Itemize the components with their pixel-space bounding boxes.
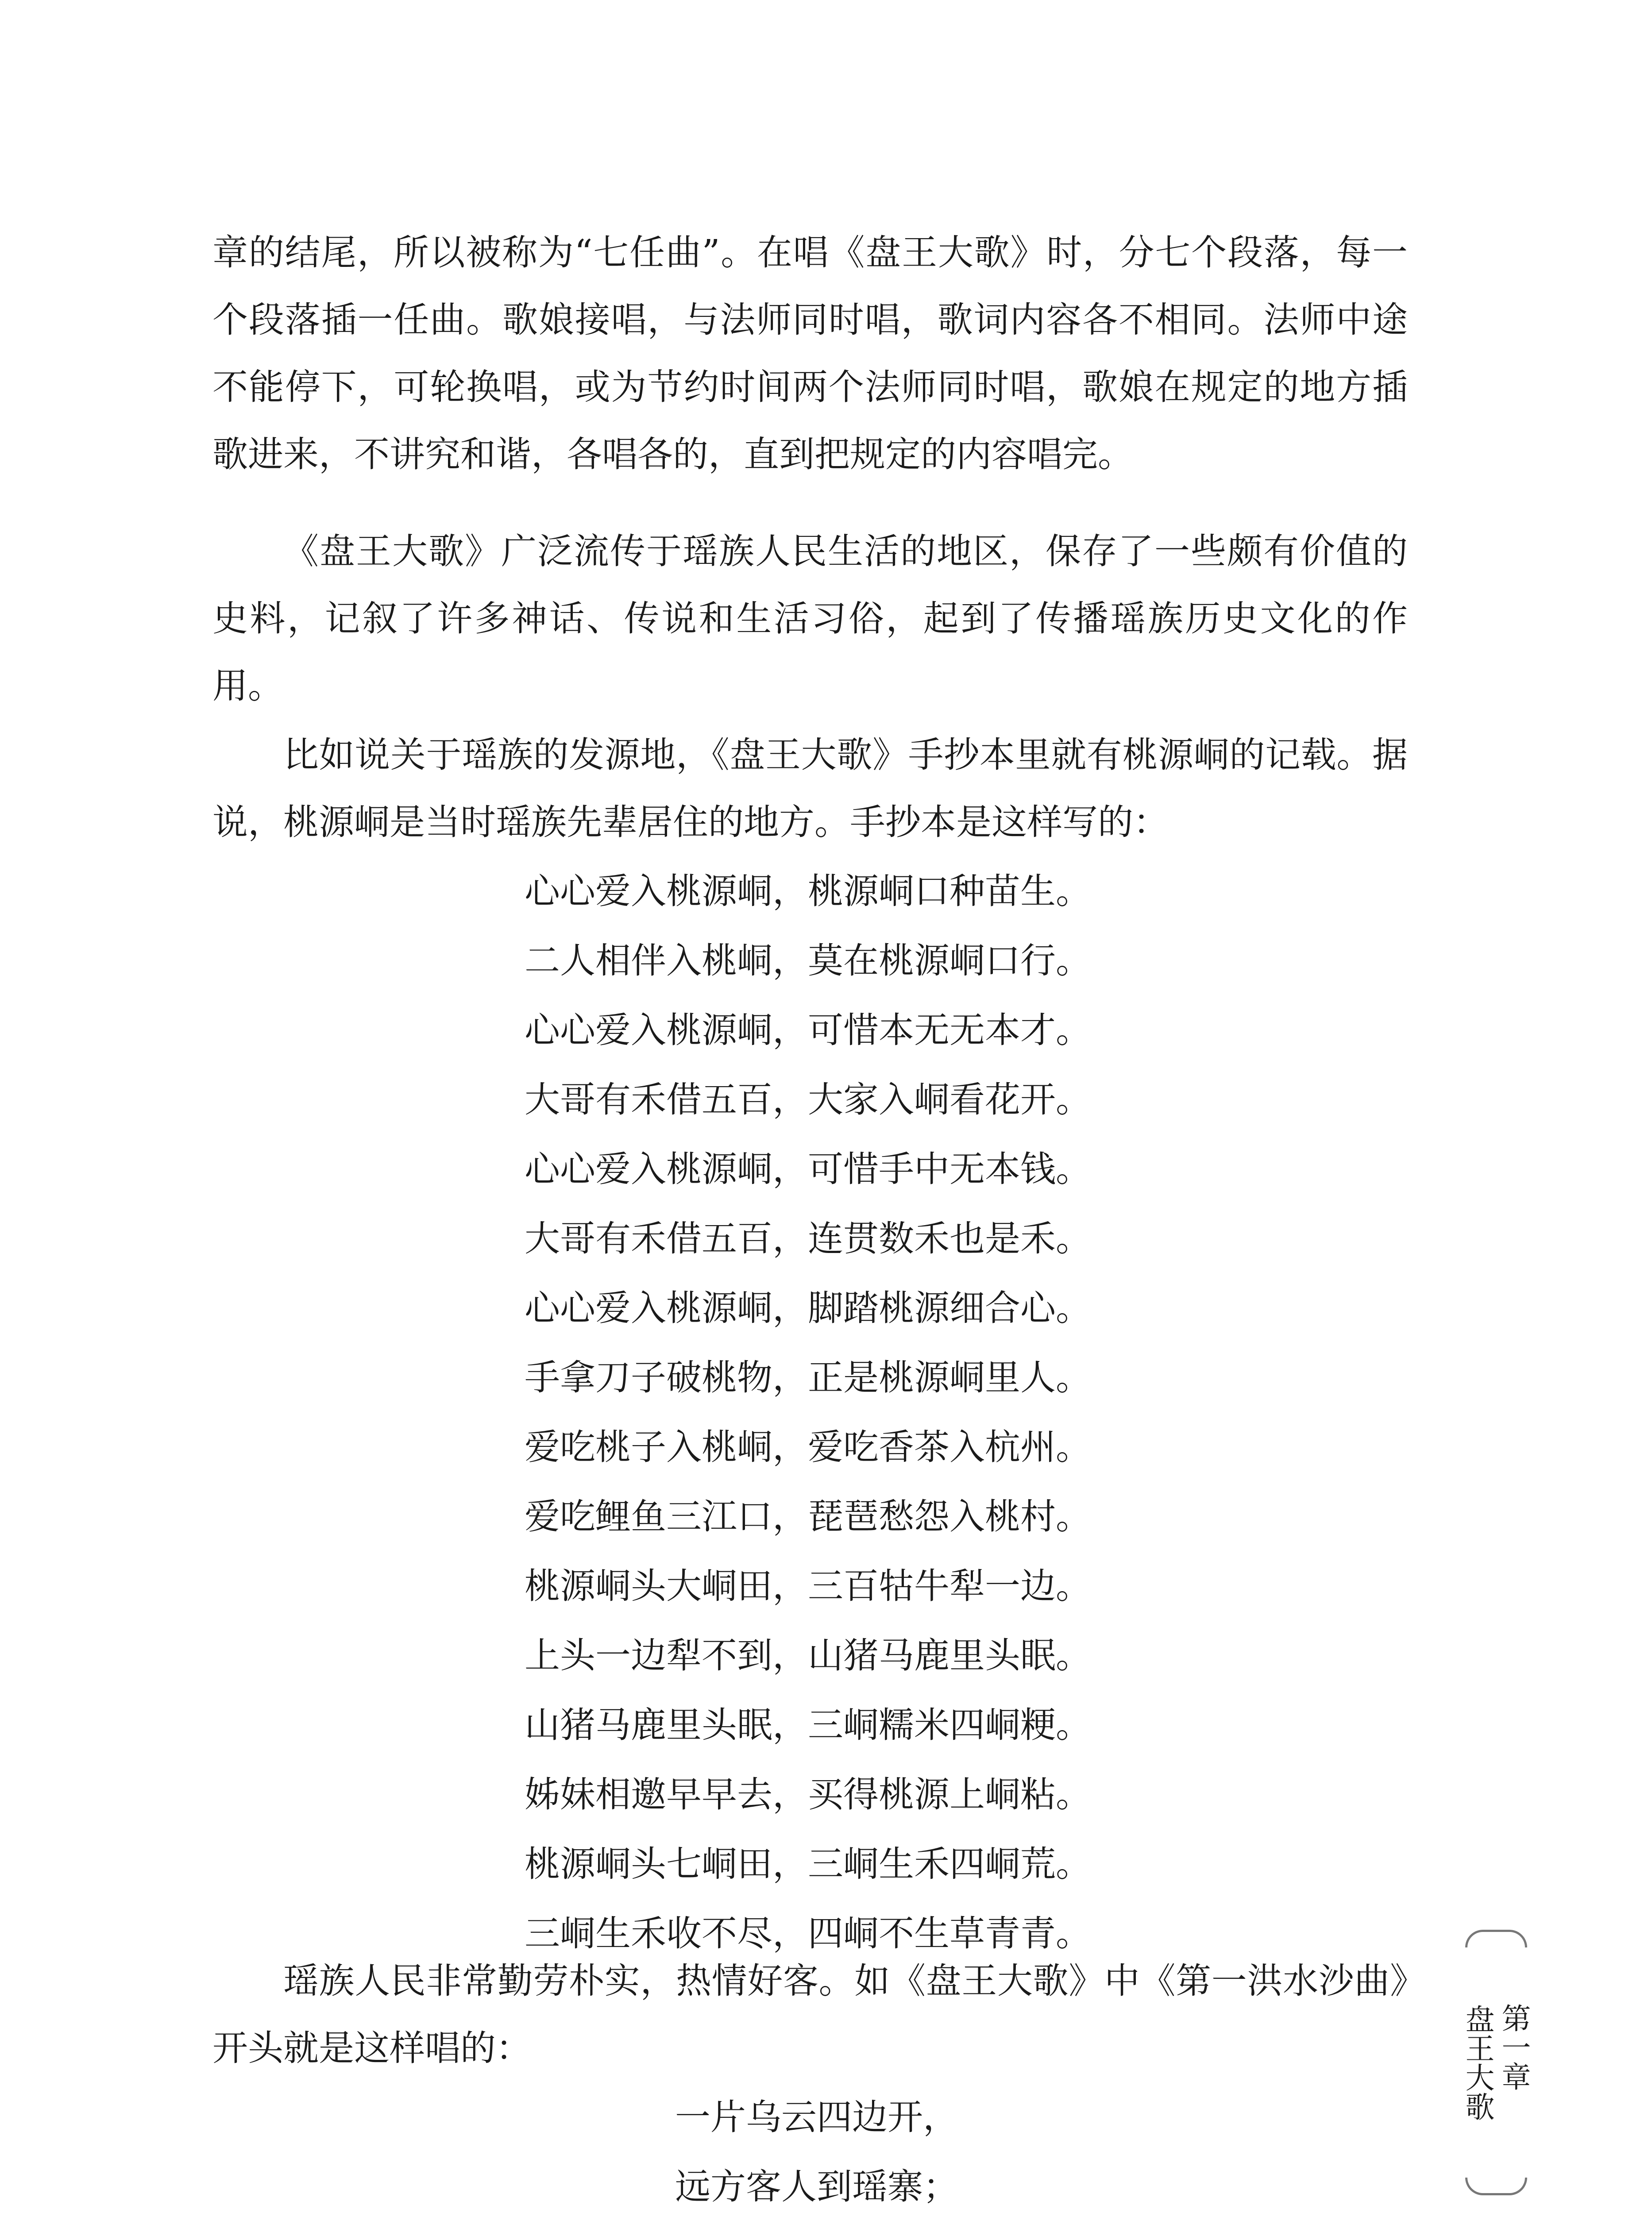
verse-line: 手拿刀子破桃物，正是桃源峒里人。 — [525, 1357, 1091, 1398]
verse-line: 大哥有禾借五百，大家入峒看花开。 — [525, 1079, 1091, 1120]
verse-line: 心心爱入桃源峒，桃源峒口种苗生。 — [525, 871, 1091, 912]
verse-line: 山猪马鹿里头眠，三峒糯米四峒粳。 — [525, 1704, 1091, 1746]
verse-line: 大哥有禾借五百，连贯数禾也是禾。 — [525, 1218, 1091, 1259]
verse-line: 二人相伴入桃峒，莫在桃源峒口行。 — [525, 940, 1091, 981]
verse-line: 爱吃鲤鱼三江口，琵琶愁怨入桃村。 — [525, 1496, 1091, 1537]
paragraph-hospitality: 瑶族人民非常勤劳朴实，热情好客。如《盘王大歌》中《第一洪水沙曲》开头就是这样唱的： — [212, 1960, 1408, 2069]
verse-line: 心心爱入桃源峒，可惜本无无本才。 — [525, 1010, 1091, 1051]
running-head — [1461, 1930, 1532, 2195]
verse-line: 桃源峒头大峒田，三百牯牛犁一边。 — [525, 1565, 1091, 1607]
verse-line: 上头一边犁不到，山猪马鹿里头眠。 — [525, 1635, 1091, 1676]
running-head-text — [1461, 1952, 1532, 2173]
verse-block-hongshui — [0, 2082, 1652, 2213]
running-head-chapter: 第一章 — [1497, 2003, 1531, 2091]
verse-line: 姊妹相邀早早去，买得桃源上峒粘。 — [525, 1774, 1091, 1815]
verse-line: 爱吃桃子入桃峒，爱吃香茶入杭州。 — [525, 1426, 1091, 1468]
paragraph-pangwang-history: 《盘王大歌》广泛流传于瑶族人民生活的地区，保存了一些颇有价值的史料，记叙了许多神话、传说和生活习俗，起到了传播瑶族历史文化的作用。 — [212, 531, 1408, 706]
running-head-bracket-bottom — [1465, 2178, 1527, 2195]
paragraph-continuation: 章的结尾，所以被称为“七任曲”。在唱《盘王大歌》时，分七个段落，每一个段落插一任曲。歌娘接唱，与法师同时唱，歌词内容各不相同。法师中途不能停下，可轮换唱，或为节约时间两个法师同时唱，歌娘在规定的地方插歌进来，不讲究和谐，各唱各的，直到把规定的内容唱完。 — [212, 232, 1408, 475]
paragraph-taoyuan-intro: 比如说关于瑶族的发源地，《盘王大歌》手抄本里就有桃源峒的记载。据说，桃源峒是当时瑶族先辈居住的地方。手抄本是这样写的： — [212, 734, 1408, 843]
verse-line: 桃源峒头七峒田，三峒生禾四峒荒。 — [525, 1843, 1091, 1885]
verse-line: 一片乌云四边开， — [675, 2097, 958, 2138]
verse-block-taoyuan — [0, 856, 1652, 1968]
verse-line: 三峒生禾收不尽，四峒不生草青青。 — [525, 1913, 1091, 1954]
running-head-bracket-top — [1465, 1930, 1527, 1947]
verse-line: 心心爱入桃源峒，脚踏桃源细合心。 — [525, 1288, 1091, 1329]
verse-line: 远方客人到瑶寨； — [675, 2166, 958, 2207]
verse-line: 心心爱入桃源峒，可惜手中无本钱。 — [525, 1149, 1091, 1190]
running-head-title: 盘王大歌 — [1460, 2004, 1494, 2121]
